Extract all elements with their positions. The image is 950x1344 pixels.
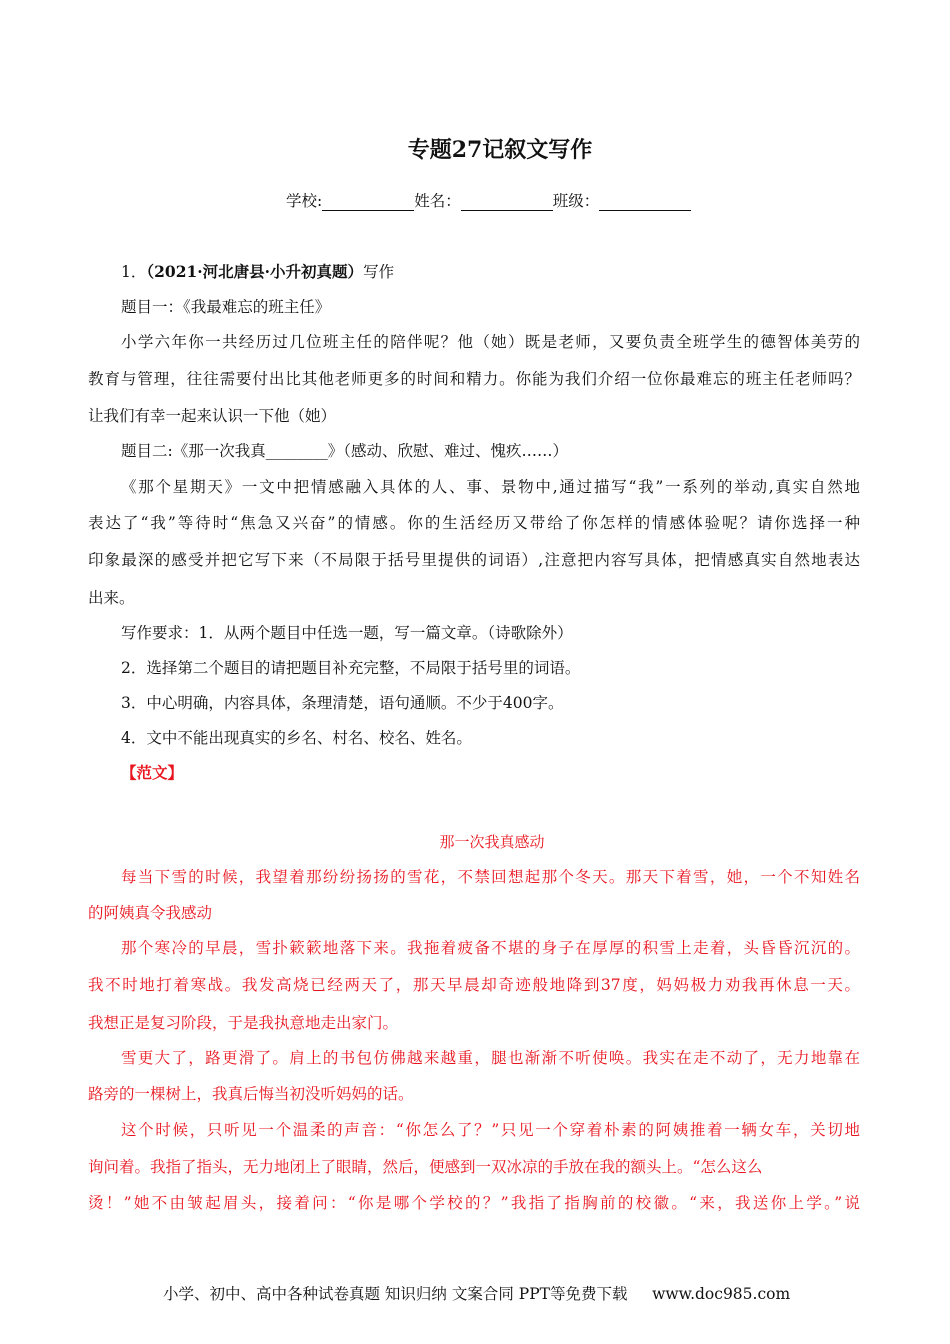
question-line: 写作要求：1．从两个题目中任选一题，写一篇文章。（诗歌除外） xyxy=(121,624,573,642)
essay-line: 烫！”她不由皱起眉头，接着问：“你是哪个学校的？”我指了指胸前的校徽。“来，我送你上学。”说 xyxy=(88,1194,860,1212)
sample-label: 【范文】 xyxy=(121,763,184,782)
essay-title: 那一次我真感动 xyxy=(439,833,545,851)
name-blank[interactable] xyxy=(461,194,553,211)
student-info xyxy=(286,191,691,211)
question-line: 让我们有幸一起来认识一下他（她） xyxy=(88,407,337,425)
essay-line: 那个寒冷的早晨，雪扑簌簌地落下来。我拖着疲备不堪的身子在厚厚的积雪上走着，头昏昏沉沉的。 xyxy=(121,939,860,957)
page-title: 专题27记叙文写作 xyxy=(407,137,593,163)
class-blank[interactable] xyxy=(599,194,691,211)
question-line: 题目一：《我最难忘的班主任》 xyxy=(121,298,331,316)
essay-line: 路旁的一棵树上，我真后悔当初没听妈妈的话。 xyxy=(88,1085,414,1103)
question-line: 表达了“我”等待时“焦急又兴奋”的情感。你的生活经历又带给了你怎样的情感体验呢？请你选择一种 xyxy=(88,514,860,532)
footer xyxy=(163,1284,790,1304)
essay-line: 每当下雪的时候，我望着那纷纷扬扬的雪花，不禁回想起那个冬天。那天下着雪，她，一个不知姓名 xyxy=(121,868,860,886)
footer-url[interactable]: www.doc985.com xyxy=(652,1285,791,1303)
question-line: 出来。 xyxy=(88,589,135,607)
question-number: 1． xyxy=(121,263,147,281)
question-line: 3．中心明确，内容具体，条理清楚，语句通顺。不少于400字。 xyxy=(121,694,564,712)
name-label: 姓名： xyxy=(414,192,461,210)
question-line: 印象最深的感受并把它写下来（不局限于括号里提供的词语）,注意把内容写具体，把情感真实自然地表达 xyxy=(88,551,860,569)
question-heading xyxy=(121,262,394,282)
essay-line: 的阿姨真令我感动 xyxy=(88,904,213,922)
question-line: 《那个星期天》一文中把情感融入具体的人、事、景物中,通过描写“我”一系列的举动,真实自然地 xyxy=(121,478,860,496)
question-line: 2．选择第二个题目的请把题目补充完整，不局限于括号里的词语。 xyxy=(121,659,581,677)
school-blank[interactable] xyxy=(322,194,414,211)
footer-text: 小学、初中、高中各种试卷真题 知识归纳 文案合同 PPT等免费下载 xyxy=(163,1285,628,1303)
essay-line: 雪更大了，路更滑了。肩上的书包仿佛越来越重，腿也渐渐不听使唤。我实在走不动了，无力地靠在 xyxy=(121,1049,860,1067)
question-line: 教育与管理，往往需要付出比其他老师更多的时间和精力。你能为我们介绍一位你最难忘的班主任老师吗？ xyxy=(88,370,860,388)
question-line: 4．文中不能出现真实的乡名、村名、校名、姓名。 xyxy=(121,729,472,747)
essay-line: 我想正是复习阶段，于是我执意地走出家门。 xyxy=(88,1014,399,1032)
essay-line: 我不时地打着寒战。我发高烧已经两天了，那天早晨却奇迹般地降到37度，妈妈极力劝我再休息一天。 xyxy=(88,976,860,994)
essay-line: 这个时候，只听见一个温柔的声音：“你怎么了？”只见一个穿着朴素的阿姨推着一辆女车，关切地 xyxy=(121,1121,860,1139)
question-line: 小学六年你一共经历过几位班主任的陪伴呢？他（她）既是老师，又要负责全班学生的德智体美劳的 xyxy=(121,333,860,351)
question-type: 写作 xyxy=(363,263,395,281)
essay-line: 询问着。我指了指头，无力地闭上了眼睛，然后，便感到一双冰凉的手放在我的额头上。“怎么这么 xyxy=(88,1158,763,1176)
question-line: 题目二:《那一次我真________》（感动、欣慰、难过、愧疚……） xyxy=(121,442,568,460)
class-label: 班级： xyxy=(552,192,600,210)
question-source: （2021·河北唐县·小升初真题） xyxy=(146,262,364,281)
school-label: 学校: xyxy=(286,192,323,210)
